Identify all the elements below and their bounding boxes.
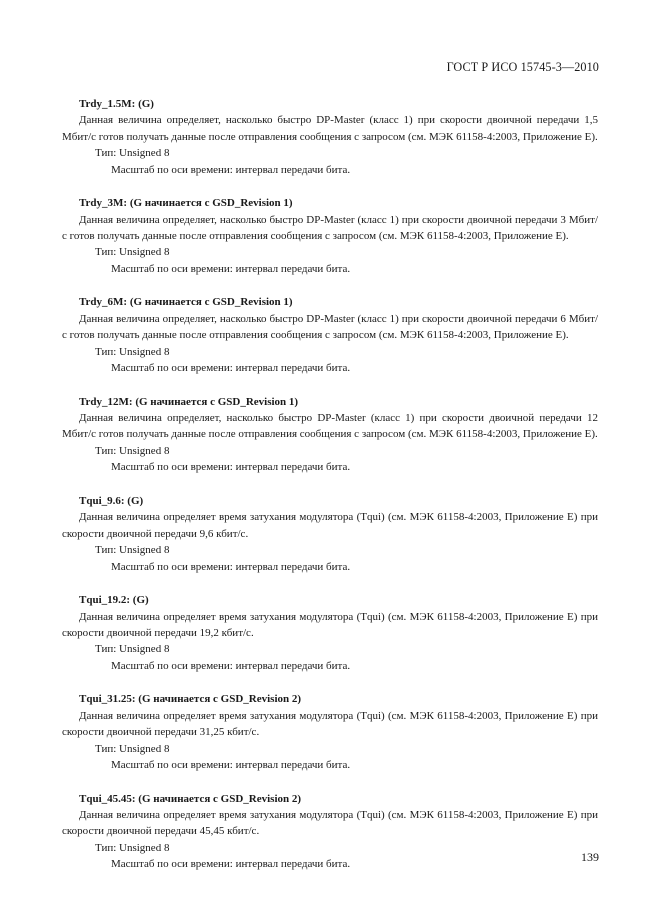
- parameter-entry: [62, 294, 598, 376]
- parameter-title: Trdy_12M: (G начинается с GSD_Revision 1): [79, 395, 299, 408]
- parameter-title: Tqui_19.2: (G): [79, 594, 149, 607]
- parameter-description: Данная величина определяет, насколько быстро DP-Master (класс 1) при скорости двоичной передачи 1,5 Мбит/с готов получать данные после отправления сообщения с запросом (см. МЭК 61158-4:2003, Приложение Е).: [62, 114, 598, 143]
- parameter-description: Данная величина определяет время затухания модулятора (Tqui) (см. МЭК 61158-4:2003, Приложение Е) при скорости двоичной передачи 31,25 кбит/с.: [62, 709, 598, 739]
- parameter-scale: Масштаб по оси времени: интервал передачи бита.: [111, 262, 351, 275]
- parameter-title: Tqui_9.6: (G): [79, 494, 144, 507]
- parameter-scale: Масштаб по оси времени: интервал передачи бита.: [111, 362, 351, 375]
- parameter-description: Данная величина определяет время затухания модулятора (Tqui) (см. МЭК 61158-4:2003, Приложение Е) при скорости двоичной передачи 45,45 кбит/с.: [62, 808, 598, 838]
- document-header: ГОСТ Р ИСО 15745-3—2010: [446, 60, 599, 74]
- parameter-type: Тип: Unsigned 8: [95, 444, 170, 457]
- parameter-entry: [62, 195, 598, 277]
- parameter-title: Trdy_6M: (G начинается с GSD_Revision 1): [79, 296, 293, 309]
- parameter-entry: [62, 791, 598, 873]
- parameter-type: Тип: Unsigned 8: [95, 544, 170, 557]
- parameter-title: Tqui_31.25: (G начинается с GSD_Revision 2): [79, 693, 302, 706]
- document-body: [62, 96, 598, 890]
- parameter-type: Тип: Unsigned 8: [95, 345, 170, 358]
- parameter-description: Данная величина определяет, насколько быстро DP-Master (класс 1) при скорости двоичной передачи 6 Мбит/с готов получать данные после отправления сообщения с запросом (см. МЭК 61158-4:2003, Приложение Е).: [62, 312, 598, 342]
- parameter-scale: Масштаб по оси времени: интервал передачи бита.: [111, 461, 351, 474]
- parameter-type: Тип: Unsigned 8: [95, 147, 170, 160]
- parameter-scale: Масштаб по оси времени: интервал передачи бита.: [111, 163, 351, 176]
- page-number: 139: [581, 850, 599, 864]
- parameter-title: Tqui_45.45: (G начинается с GSD_Revision 2): [79, 792, 302, 805]
- parameter-title: Trdy_3M: (G начинается с GSD_Revision 1): [79, 197, 293, 210]
- parameter-description: Данная величина определяет, насколько быстро DP-Master (класс 1) при скорости двоичной передачи 3 Мбит/с готов получать данные после отправления сообщения с запросом (см. МЭК 61158-4:2003, Приложение Е).: [62, 213, 598, 243]
- parameter-type: Тип: Unsigned 8: [95, 841, 170, 854]
- parameter-description: Данная величина определяет, насколько быстро DP-Master (класс 1) при скорости двоичной передачи 12 Мбит/с готов получать данные после отправления сообщения с запросом (см. МЭК 61158-4:2003, Приложение Е).: [62, 412, 598, 441]
- parameter-entry: [62, 493, 598, 575]
- parameter-description: Данная величина определяет время затухания модулятора (Tqui) (см. МЭК 61158-4:2003, Приложение Е) при скорости двоичной передачи 9,6 кбит/с.: [62, 511, 598, 540]
- parameter-type: Тип: Unsigned 8: [95, 742, 170, 755]
- parameter-scale: Масштаб по оси времени: интервал передачи бита.: [111, 858, 351, 871]
- parameter-entry: [62, 592, 598, 674]
- parameter-scale: Масштаб по оси времени: интервал передачи бита.: [111, 758, 351, 771]
- parameter-description: Данная величина определяет время затухания модулятора (Tqui) (см. МЭК 61158-4:2003, Приложение Е) при скорости двоичной передачи 19,2 кбит/с.: [62, 610, 598, 639]
- parameter-scale: Масштаб по оси времени: интервал передачи бита.: [111, 560, 351, 573]
- parameter-type: Тип: Unsigned 8: [95, 643, 170, 656]
- parameter-title: Trdy_1.5M: (G): [79, 98, 154, 110]
- parameter-type: Тип: Unsigned 8: [95, 246, 170, 259]
- parameter-entry: [62, 96, 598, 178]
- parameter-entry: [62, 691, 598, 773]
- parameter-scale: Масштаб по оси времени: интервал передачи бита.: [111, 659, 351, 672]
- parameter-entry: [62, 394, 598, 476]
